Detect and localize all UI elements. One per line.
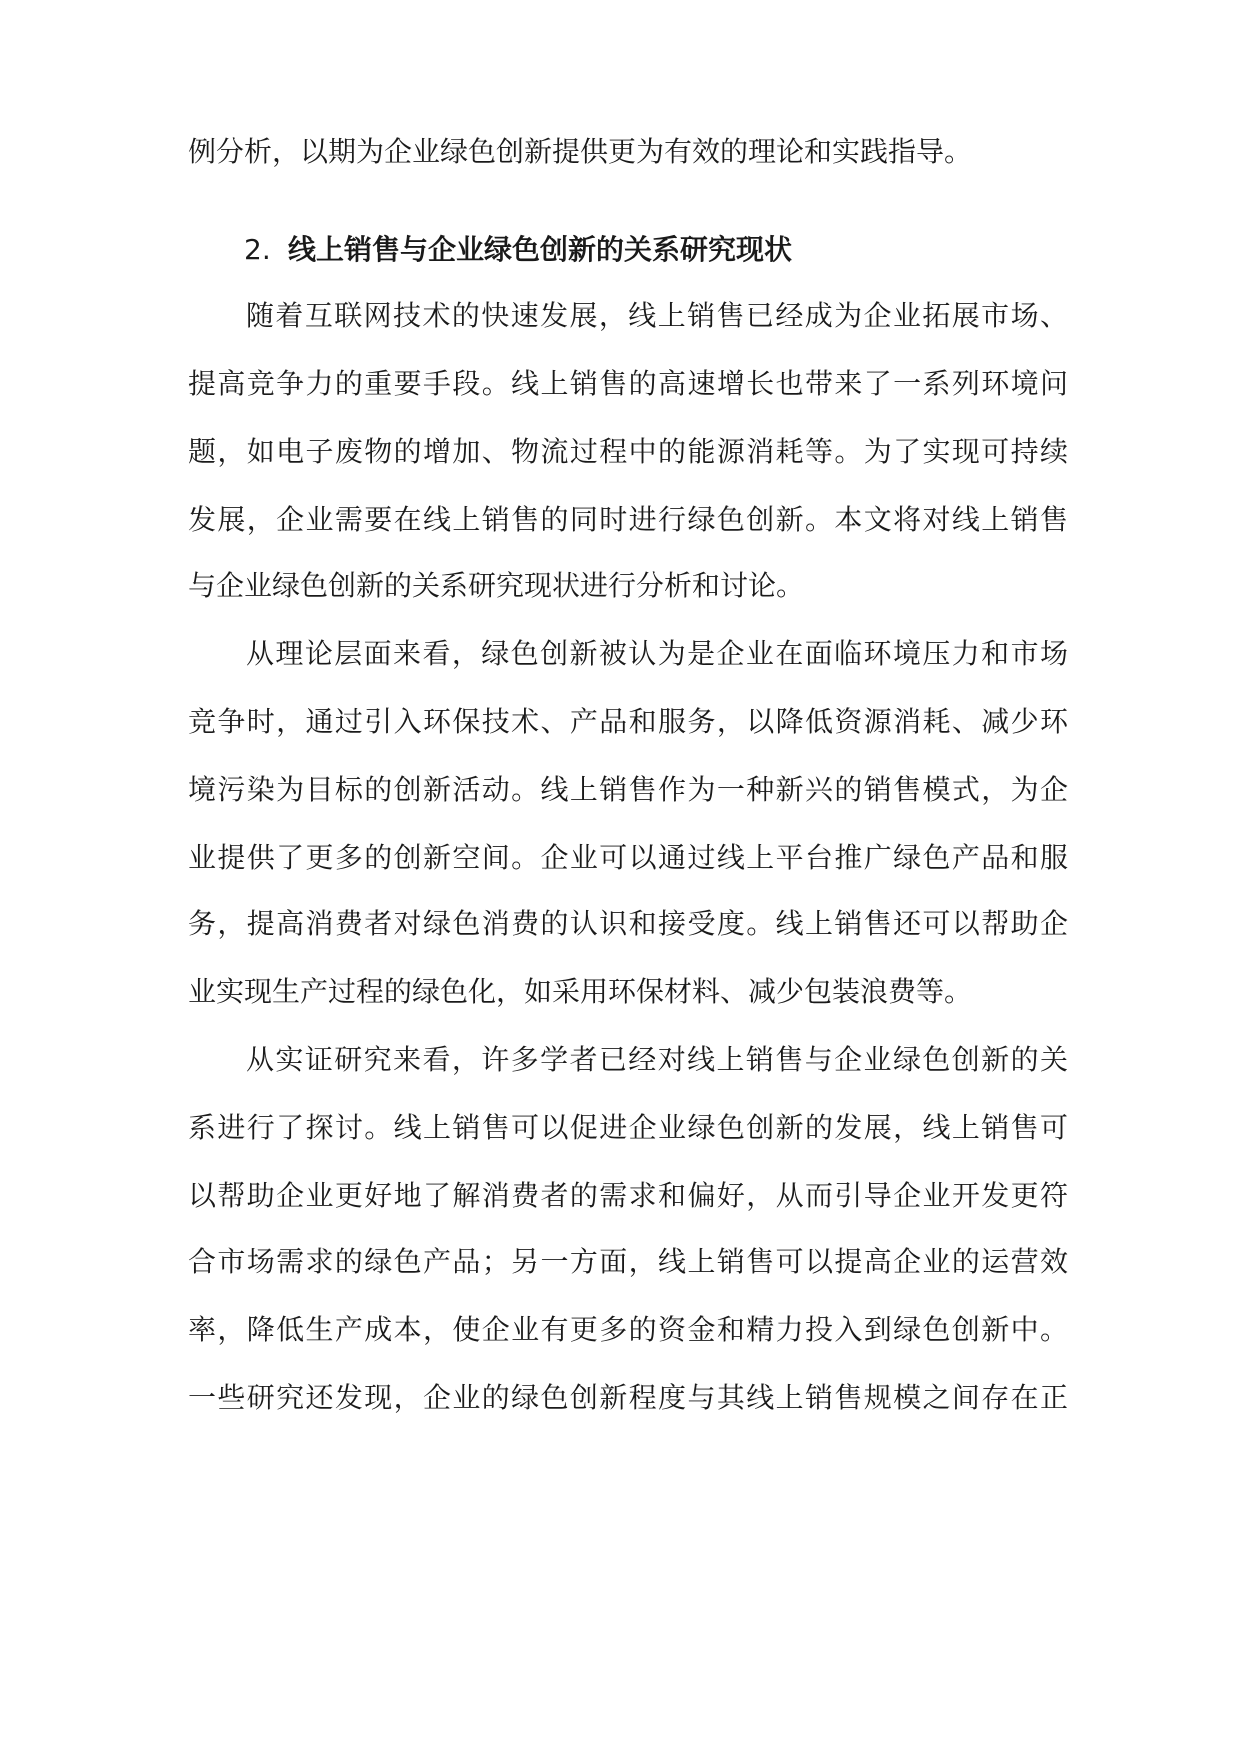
paragraph-line: 以帮助企业更好地了解消费者的需求和偏好，从而引导企业开发更符: [188, 1179, 1068, 1212]
paragraph-line: 随着互联网技术的快速发展，线上销售已经成为企业拓展市场、: [246, 299, 1068, 332]
paragraph-line: 竞争时，通过引入环保技术、产品和服务，以降低资源消耗、减少环: [188, 705, 1068, 738]
paragraph-line: 题，如电子废物的增加、物流过程中的能源消耗等。为了实现可持续: [188, 435, 1068, 468]
paragraph-line: 率，降低生产成本，使企业有更多的资金和精力投入到绿色创新中。: [188, 1313, 1068, 1346]
paragraph-line: 提高竞争力的重要手段。线上销售的高速增长也带来了一系列环境问: [188, 367, 1068, 400]
intro-line: 例分析，以期为企业绿色创新提供更为有效的理论和实践指导。: [188, 135, 973, 168]
paragraph-line: 发展，企业需要在线上销售的同时进行绿色创新。本文将对线上销售: [188, 503, 1068, 536]
section-title: 线上销售与企业绿色创新的关系研究现状: [288, 233, 793, 266]
paragraph-line: 从实证研究来看，许多学者已经对线上销售与企业绿色创新的关: [246, 1043, 1068, 1076]
paragraph-line: 与企业绿色创新的关系研究现状进行分析和讨论。: [188, 569, 805, 602]
paragraph-line: 业实现生产过程的绿色化，如采用环保材料、减少包装浪费等。: [188, 975, 973, 1008]
paragraph-line: 业提供了更多的创新空间。企业可以通过线上平台推广绿色产品和服: [188, 841, 1068, 874]
paragraph-line: 境污染为目标的创新活动。线上销售作为一种新兴的销售模式，为企: [188, 773, 1068, 806]
paragraph-line: 合市场需求的绿色产品；另一方面，线上销售可以提高企业的运营效: [188, 1245, 1068, 1278]
section-number: 2.: [244, 233, 271, 266]
paragraph-line: 一些研究还发现，企业的绿色创新程度与其线上销售规模之间存在正: [188, 1381, 1068, 1414]
paragraph-line: 系进行了探讨。线上销售可以促进企业绿色创新的发展，线上销售可: [188, 1111, 1068, 1144]
paragraph-line: 从理论层面来看，绿色创新被认为是企业在面临环境压力和市场: [246, 637, 1068, 670]
paragraph-line: 务，提高消费者对绿色消费的认识和接受度。线上销售还可以帮助企: [188, 907, 1068, 940]
section-heading: [244, 230, 792, 270]
